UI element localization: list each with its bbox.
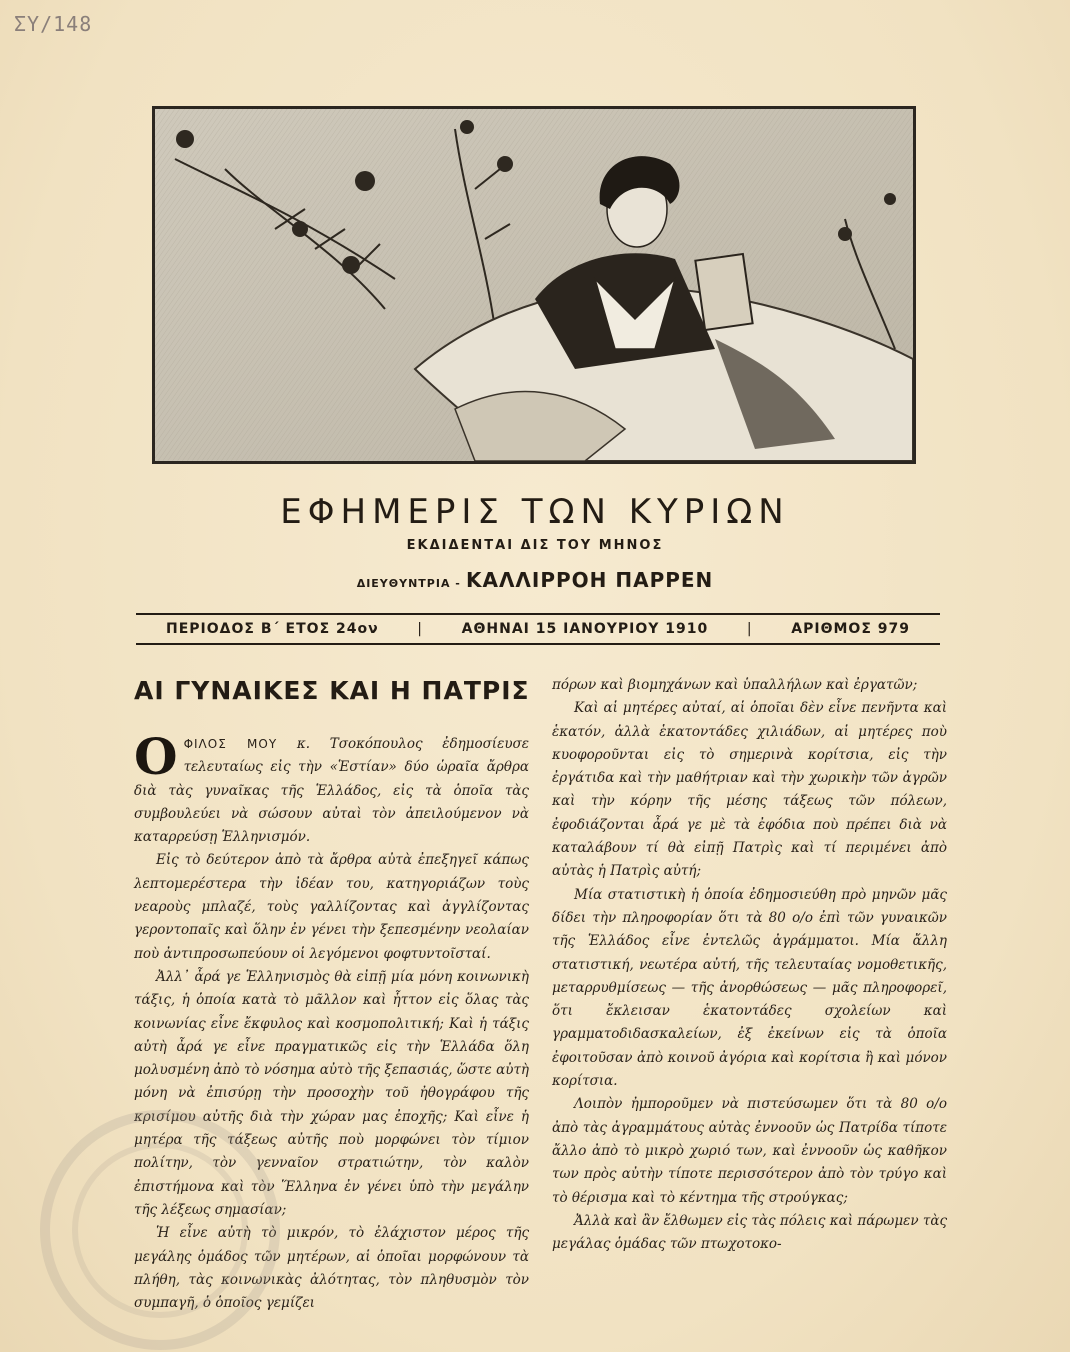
article-paragraph [134,727,529,849]
article-paragraph: Καὶ αἱ μητέρες αὐταί, αἱ ὁποῖαι δὲν εἶνε πενῆντα καὶ ἑκατόν, ἀλλὰ ἑκατοντάδες χιλιάδων, αἱ μητέρες ποὺ κυοφοροῦνται εἰς τὸ σημερινὰ κορίτσια, εἰς τὴν ἐργάτιδα καὶ τὴν μαθήτριαν καὶ τὴν χωρικὴν τῶν ἀγρῶν καὶ τὴν κόρην τῆς μέσης τάξεως τῶν πόλεων, ἐφοδιάζονται ἆρά γε μὲ τὰ ἐφόδια ποὺ πρέπει διὰ νὰ καταλάβουν τί θὰ εἰπῇ Πατρὶς καὶ τί περιμένει ἀπὸ αὐτὰς ἡ Πατρὶς αὐτή; [552,700,947,880]
editor-line [0,568,1070,592]
article-paragraph: Ἡ εἶνε αὐτὴ τὸ μικρόν, τὸ ἐλάχιστον μέρος τῆς μεγάλης ὁμάδος τῶν μητέρων, αἱ ὁποῖαι μορφώνουν τὰ πλήθη, τὰς κοινωνικὰς ἀλότητας, τὸν πληθυσμὸν τὸν συμπαγῆ, ὁ ὁποῖος γεμίζει [134,1225,529,1312]
article-paragraph: Ἀλλ᾽ ἆρά γε Ἑλληνισμὸς θὰ εἰπῇ μία μόνη κοινωνικὴ τάξις, ἡ ὁποία κατὰ τὸ μᾶλλον καὶ ἧττον εἰς ὅλας τὰς κοινωνίας εἶνε ἔκφυλος καὶ κοσμοπολιτική; Καὶ ἡ τάξις αὐτὴ ἆρά γε εἶνε πραγματικῶς εἰς τὴν Ἑλλάδα ὅλη μολυσμένη ἀπὸ τὸ νόσημα αὐτὸ τῆς ξεπασιάς, ὥστε αὐτὴ μόνη νὰ ἐπισύρῃ τὴν προσοχὴν τοῦ ἠθογράφου τῆς κρισίμου αὐτῆς διὰ τὴν χώραν μας ἐποχῆς; Καὶ εἶνε ἡ μητέρα τῆς τάξεως αὐτῆς ποὺ μορφώνει τὸν τίμιον πολίτην, τὸν γενναῖον στρατιώτην, τὸν καλὸν ἐπιστήμονα καὶ τὸν Ἕλληνα ἐν γένει ὑπὸ τὴν μεγάλην τῆς λέξεως σημασίαν; [134,968,529,1218]
article-paragraph: Λοιπὸν ἠμποροῦμεν νὰ πιστεύσωμεν ὅτι τὰ 80 ο/ο ἀπὸ τὰς ἀγραμμάτους αὐτὰς ἐννοοῦν ὡς Πατρίδα τίποτε ἄλλο ἀπὸ τὸ μικρὸ χωριό των, καὶ ἐννοοῦν ὡς καθῆκον των πρὸς αὐτὴν τίποτε περισσότερον ἀπὸ τὸν τρύγο καὶ τὸ θέρισμα καὶ τὸ κέντημα τῆς στρούγκας; [552,1096,947,1206]
dropcap-letter: Ο [134,727,178,786]
editor-name: ΚΑΛΛΙΡΡΟΗ ΠΑΡΡΕΝ [465,568,714,592]
newspaper-title: ΕΦΗΜΕΡΙΣ ΤΩΝ ΚΥΡΙΩΝ [280,492,790,532]
paragraph-text: κ. Τσοκόπουλος ἐδημοσίευσε τελευταίως εἰς τὴν «Ἑστίαν» δύο ὡραῖα ἄρθρα διὰ τὰς γυναῖκας τῆς Ἑλλάδος, εἰς τὰ ὁποῖα τὰς συμβουλεύει νὰ σώσουν αὐταὶ τὸν ἀπειλούμενον νὰ καταρρεύσῃ Ἑλληνισμόν. [134,736,529,846]
publication-frequency: ΕΚΔΙΔΕΝΤΑΙ ΔΙΣ ΤΟΥ ΜΗΝΟΣ [406,538,664,553]
separator: | [417,621,424,637]
article-column-right [552,674,947,1256]
archive-handwritten-mark: ΣΥ/148 [14,12,93,36]
article-paragraph: Εἰς τὸ δεύτερον ἀπὸ τὰ ἄρθρα αὐτὰ ἐπεξηγεῖ κάπως λεπτομερέστερα τὴν ἰδέαν του, κατηγοριάζων τοὺς νεαροὺς μπλαζέ, τοὺς γαλλίζοντας καὶ ἀγγλίζοντας γεροντοπαῖς καὶ ὅλην ἐν γένει τὴν ξεπεσμένην νεολαίαν ποὺ ἀντιπροσωπεύουν οἱ λεγόμενοι φοφτυντοῖσταί. [134,852,529,962]
separator: | [746,621,753,637]
issue-number: ΑΡΙΘΜΟΣ 979 [791,621,910,637]
issue-period: ΠΕΡΙΟΔΟΣ Β΄ ΕΤΟΣ 24ον [166,621,379,637]
issue-info-bar [136,613,940,645]
masthead-illustration [152,106,916,464]
article-paragraph: Ἀλλὰ καὶ ἂν ἔλθωμεν εἰς τὰς πόλεις καὶ πάρωμεν τὰς μεγάλας ὁμάδας τῶν πτωχοτοκο- [552,1212,947,1253]
issue-date: ΑΘΗΝΑΙ 15 ΙΑΝΟΥΡΙΟΥ 1910 [461,621,709,637]
article-title: ΑΙ ΓΥΝΑΙΚΕΣ ΚΑΙ Η ΠΑΤΡΙΣ [134,676,530,705]
library-stamp-watermark [40,1110,280,1350]
woman-reading-engraving [155,109,913,461]
article-paragraph: πόρων καὶ βιομηχάνων καὶ ὑπαλλήλων καὶ ἐργατῶν; [552,677,918,693]
article-paragraph: Μία στατιστικὴ ἡ ὁποία ἐδημοσιεύθη πρὸ μηνῶν μᾶς δίδει τὴν πληροφορίαν ὅτι τὰ 80 ο/ο ἐπὶ τῶν γυναικῶν τῆς Ἑλλάδος εἶνε ἐντελῶς ἀγράμματοι. Μία ἄλλη στατιστική, νεωτέρα αὐτή, τῆς τελευταίας νομοθετικῆς, μεταρρυθμίσεως — τῆς ἀνορθώσεως — μᾶς πληροφορεῖ, ὅτι ἔκλεισαν ἑκατοντάδες σχολείων καὶ γραμματοδιδασκαλείων, ἐξ ἐκείνων εἰς τὰ ὁποῖα ἐφοιτοῦσαν ἀπὸ κοινοῦ ἀγόρια καὶ κορίτσια ἢ καὶ μόνον κορίτσια. [552,886,947,1090]
editor-label: ΔΙΕΥΘΥΝΤΡΙΑ - [356,577,461,590]
first-word: ΦΙΛΟΣ ΜΟΥ [183,737,278,751]
